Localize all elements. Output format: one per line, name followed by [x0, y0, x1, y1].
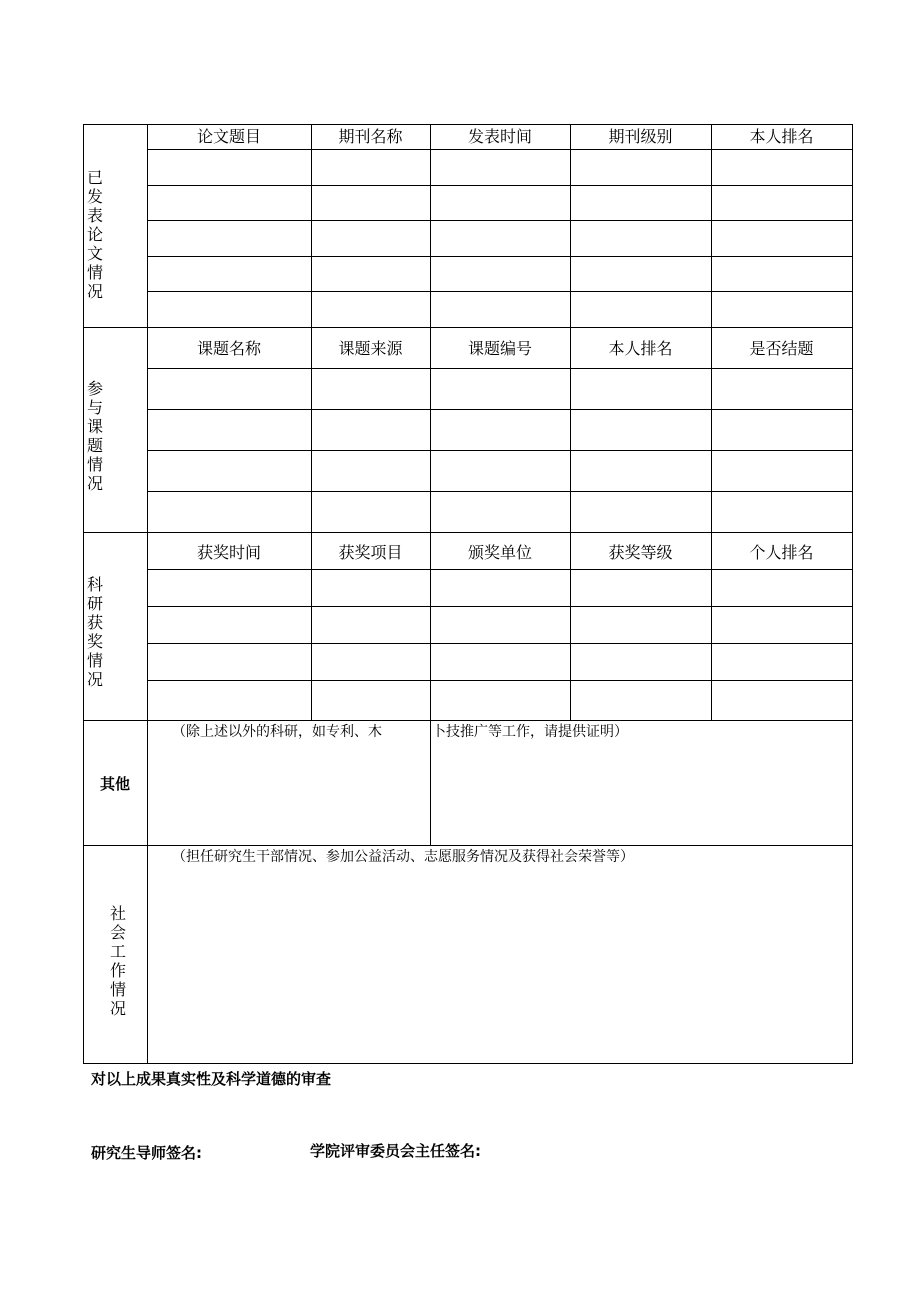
- awards-header-rank: 个人排名: [749, 543, 814, 562]
- label-char: 已: [86, 168, 103, 187]
- label-char: 参: [86, 379, 103, 398]
- papers-section-label: [85, 168, 105, 301]
- label-char: 科: [86, 575, 103, 594]
- label-char: 文: [86, 244, 103, 263]
- review-title: 对以上成果真实性及科学道德的审查: [91, 1070, 332, 1088]
- social-note: （担任研究生干部情况、参加公益活动、志愿服务情况及获得社会荣誉等）: [172, 849, 634, 865]
- projects-header-number: 课题编号: [467, 339, 532, 358]
- label-char: 情: [86, 455, 103, 474]
- label-char: 发: [86, 187, 103, 206]
- papers-header-date: 发表时间: [467, 127, 532, 146]
- papers-header-rank: 本人排名: [749, 127, 814, 146]
- label-char: 况: [86, 282, 103, 301]
- label-char: 况: [109, 999, 126, 1018]
- label-char: 会: [109, 923, 126, 942]
- awards-header-project: 获奖项目: [338, 543, 403, 562]
- label-char: 社: [109, 904, 126, 923]
- projects-header-name: 课题名称: [196, 339, 261, 358]
- label-char: 工: [109, 942, 126, 961]
- label-char: 表: [86, 206, 103, 225]
- label-char: 作: [109, 961, 126, 980]
- papers-header-title: 论文题目: [196, 127, 261, 146]
- projects-header-source: 课题来源: [338, 339, 403, 358]
- awards-header-date: 获奖时间: [196, 543, 261, 562]
- other-note-right: 卜技推广等工作，请提供证明）: [432, 724, 628, 740]
- advisor-signature-label: 研究生导师签名:: [91, 1144, 202, 1162]
- projects-section-label: [85, 379, 105, 493]
- other-note-left: （除上述以外的科研，如专利、木: [172, 724, 382, 740]
- committee-signature-label: 学院评审委员会主任签名:: [310, 1142, 481, 1160]
- label-char: 况: [86, 670, 103, 689]
- label-char: 况: [86, 474, 103, 493]
- papers-header-journal: 期刊名称: [338, 127, 403, 146]
- label-char: 情: [86, 651, 103, 670]
- awards-header-issuer: 颁奖单位: [467, 543, 532, 562]
- awards-section-label: [85, 575, 105, 689]
- papers-header-level: 期刊级别: [608, 127, 673, 146]
- label-char: 论: [86, 225, 103, 244]
- label-char: 研: [86, 594, 103, 613]
- social-section-label: [108, 904, 128, 1018]
- label-char: 获: [86, 613, 103, 632]
- label-char: 奖: [86, 632, 103, 651]
- label-char: 与: [86, 398, 103, 417]
- awards-header-grade: 获奖等级: [608, 543, 673, 562]
- label-char: 题: [86, 436, 103, 455]
- label-char: 情: [86, 263, 103, 282]
- projects-header-concluded: 是否结题: [749, 339, 814, 358]
- projects-header-rank: 本人排名: [608, 339, 673, 358]
- label-char: 情: [109, 980, 126, 999]
- label-char: 课: [86, 417, 103, 436]
- other-section-label: 其他: [99, 775, 130, 793]
